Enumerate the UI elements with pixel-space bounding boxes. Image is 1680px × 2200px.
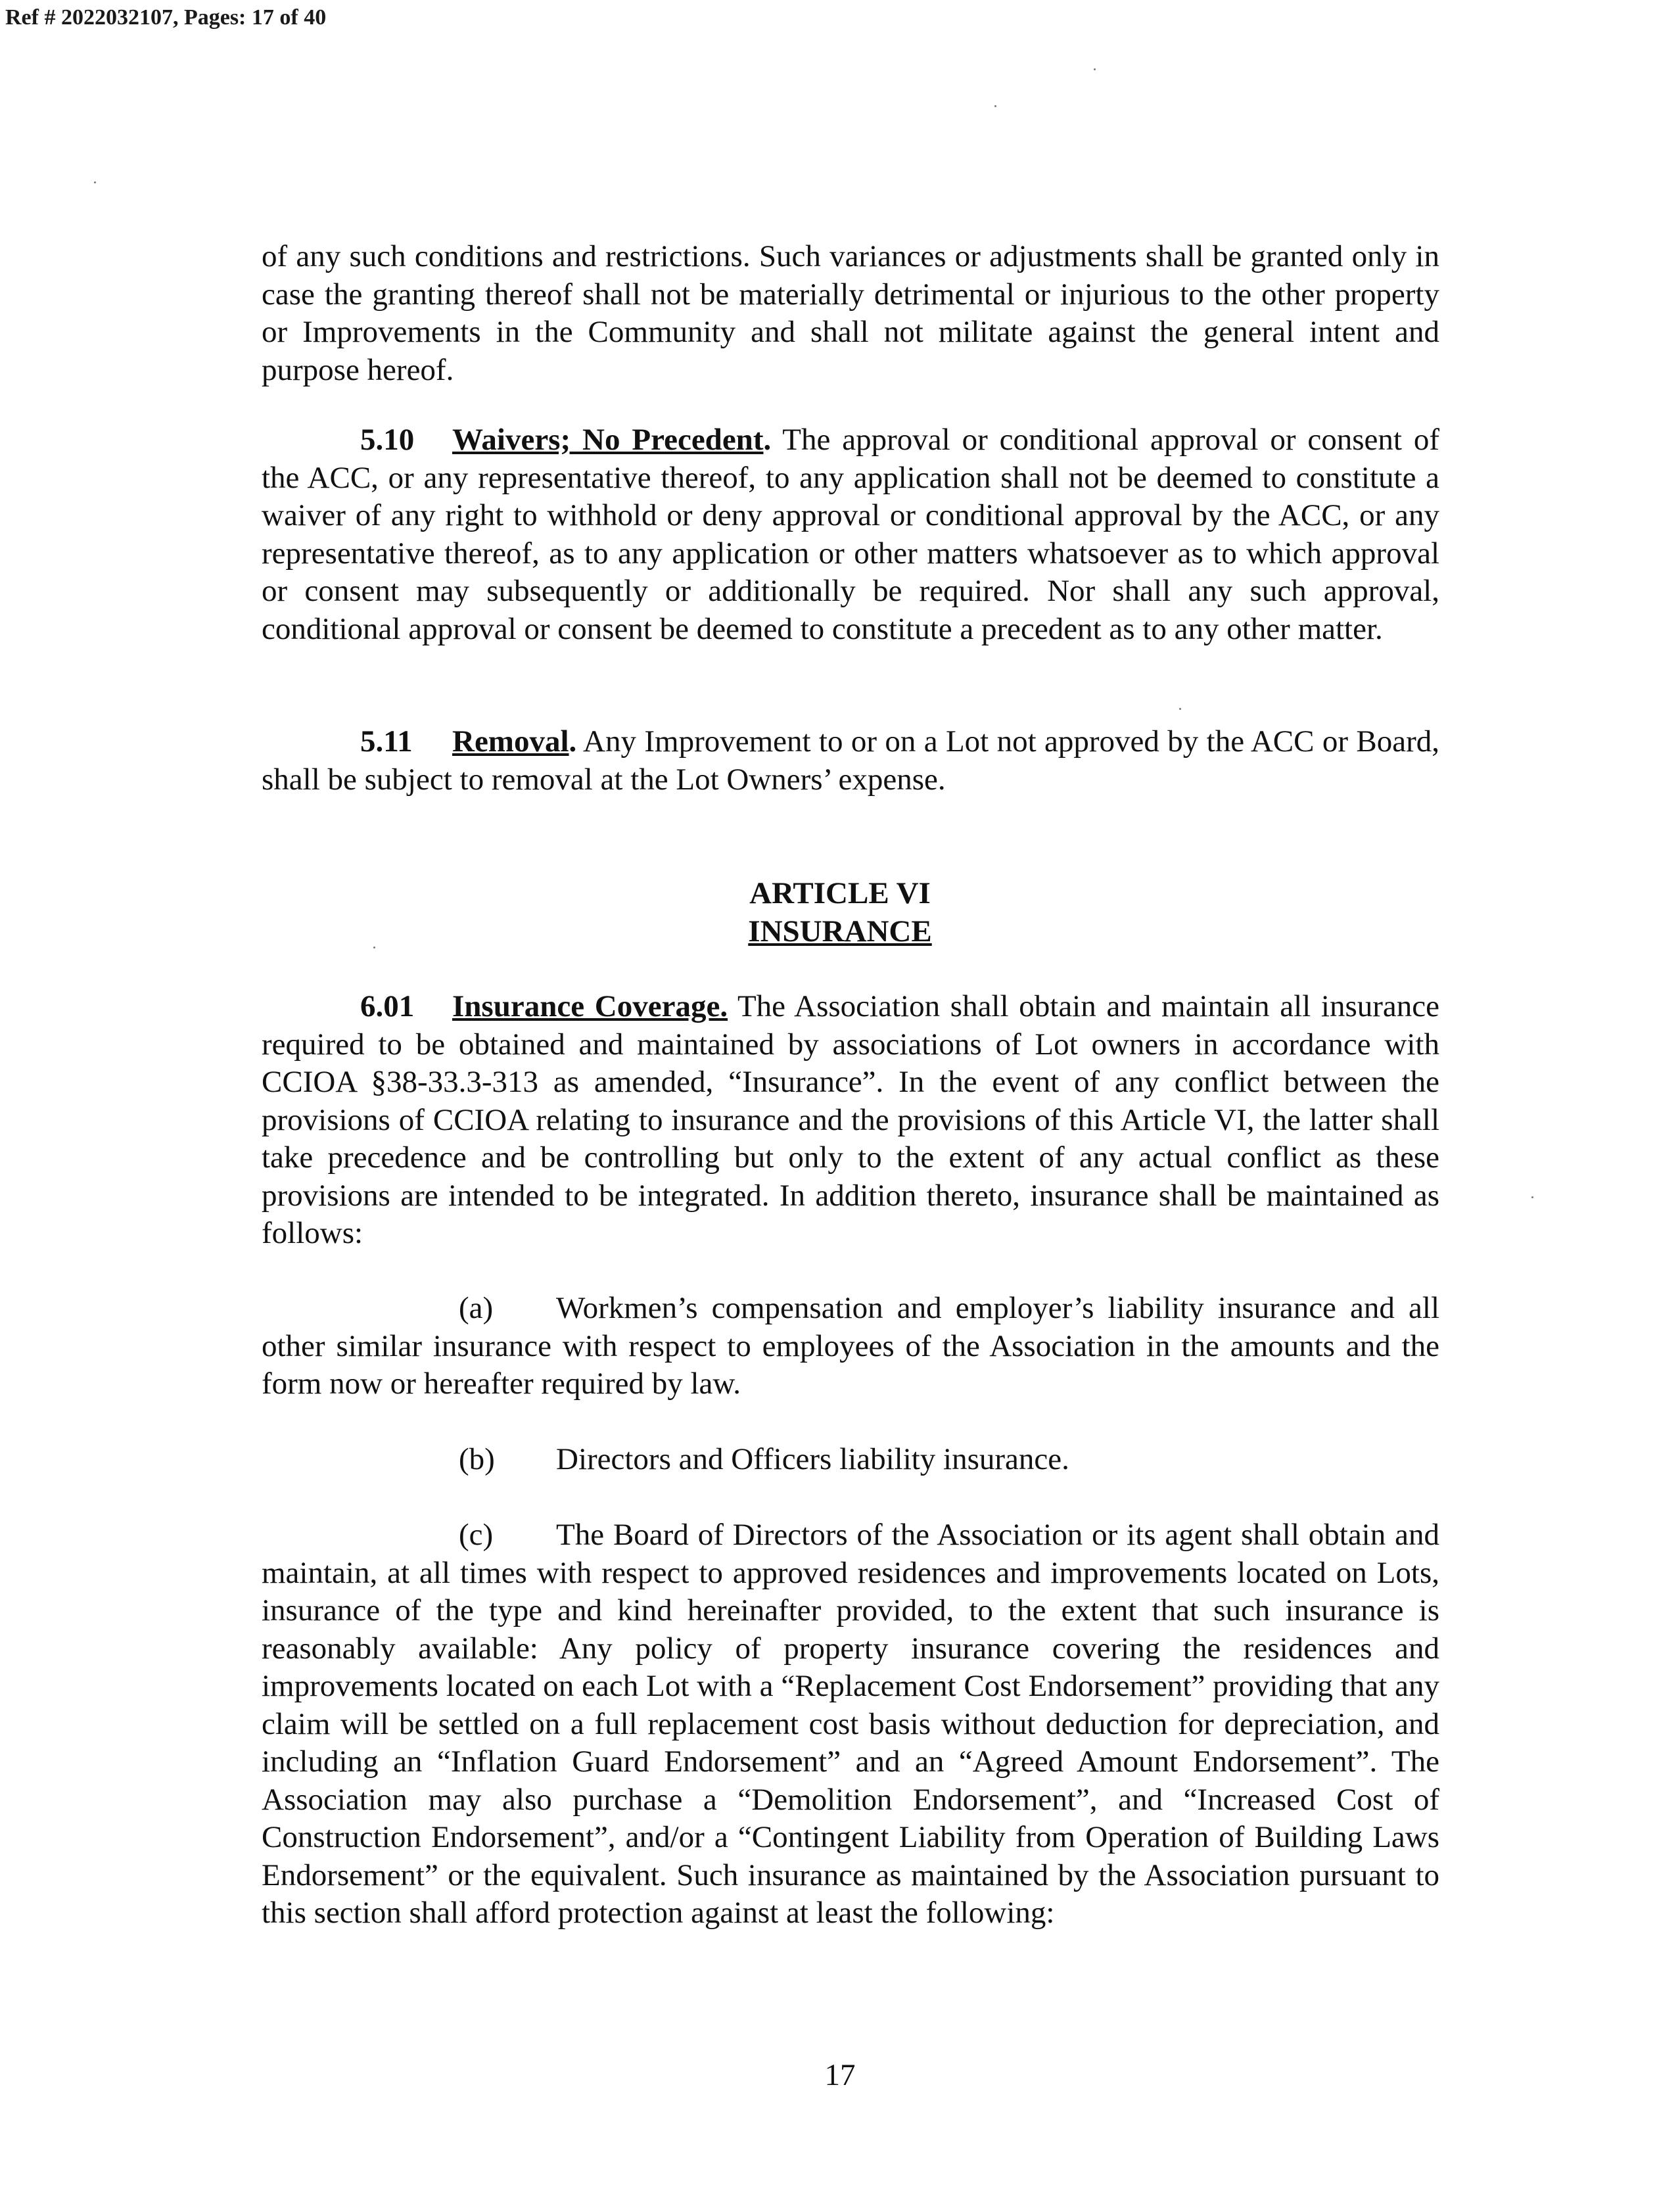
scan-speck — [994, 105, 996, 107]
section-6-01 — [262, 988, 1439, 1253]
article-title: INSURANCE — [748, 914, 932, 948]
scan-speck — [1179, 708, 1181, 710]
section-text: The approval or conditional approval or consent of the ACC, or any representative thereof, to any application shall not be deemed to constitute a waiver of any right to withhold or deny approval or conditional approval by the ACC, or any representative thereof, as to any application or other matters whatsoever as to which approval or consent may subsequently or additionally be required. Nor shall any such approval, conditional approval or consent be deemed to constitute a precedent as to any other matter. — [262, 423, 1439, 646]
subsection-label: (c) — [459, 1518, 494, 1552]
section-text: Any Improvement to or on a Lot not approved by the ACC or Board, shall be subject to removal at the Lot Owners’ expense. — [262, 724, 1439, 797]
article-number: ARTICLE VI — [749, 876, 931, 910]
section-5-11: 5.11 Removal. Any Improvement to or on a Lot not approved by the ACC or Board, shall be subject to removal at the Lot Owners’ expense. — [262, 724, 1439, 797]
scan-speck — [1531, 1196, 1533, 1198]
subsection-text: Directors and Officers liability insurance. — [556, 1442, 1069, 1476]
section-text: The Association shall obtain and maintain all insurance required to be obtained and maintained by associations of Lot owners in accordance with CCIOA §38-33.3-313 as amended, “Insurance”. In the event of any conflict between the provisions of CCIOA relating to insurance and the provisions of this Article VI, the latter shall take precedence and be controlling but only to the extent of any actual conflict as these provisions are intended to be integrated. In addition thereto, insurance shall be maintained as follows: — [262, 989, 1439, 1250]
subsection-c — [262, 1516, 1439, 1932]
section-title: Insurance Coverage. — [452, 989, 728, 1023]
section-title: Removal — [452, 724, 569, 759]
subsection-label: (b) — [459, 1442, 495, 1476]
continuation-text: of any such conditions and restrictions. Such variances or adjustments shall be granted only in case the granting thereof shall not be materially detrimental or injurious to the other property or Improvements in the Community and shall not militate against the general intent and purpose hereof. — [262, 239, 1439, 387]
section-title: Waivers; No Precedent — [452, 423, 764, 457]
section-number: 6.01 — [360, 989, 415, 1023]
section-5-10: 5.10 Waivers; No Precedent. The approval or conditional approval or consent of the ACC, or any representative thereof, to any application shall not be deemed to constitute a waiver of any right to withhold or deny approval or conditional approval by the ACC, or any representative thereof, as to any application or other matters whatsoever as to which approval or consent may subsequently or additionally be required. Nor shall any such approval, conditional approval or consent be deemed to constitute a precedent as to any other matter. — [262, 423, 1439, 646]
recording-reference: Ref # 2022032107, Pages: 17 of 40 — [5, 5, 327, 30]
paragraph-continuation — [262, 238, 1439, 389]
scan-speck — [373, 947, 375, 948]
subsection-b — [262, 1441, 1439, 1479]
section-number: 5.10 — [360, 423, 415, 457]
scan-speck — [94, 181, 96, 183]
subsection-text: Workmen’s compensation and employer’s liability insurance and all other similar insurance with respect to employees of the Association in the amounts and the form now or hereafter required by law. — [262, 1291, 1439, 1401]
subsection-a — [262, 1290, 1439, 1403]
page-number: 17 — [824, 2058, 856, 2092]
subsection-text: The Board of Directors of the Association or its agent shall obtain and maintain, at all times with respect to approved residences and improvements located on Lots, insurance of the type and kind hereinafter provided, to the extent that such insurance is reasonably available: Any policy of property insurance covering the residences and improvements located on each Lot with a “Replacement Cost Endorsement” providing that any claim will be settled on a full replacement cost basis without deduction for depreciation, and including an “Inflation Guard Endorsement” and an “Agreed Amount Endorsement”. The Association may also purchase a “Demolition Endorsement”, and “Increased Cost of Construction Endorsement”, and/or a “Contingent Liability from Operation of Building Laws Endorsement” or the equivalent. Such insurance as maintained by the Association pursuant to this section shall afford protection against at least the following: — [262, 1518, 1439, 1930]
section-number: 5.11 — [360, 724, 413, 759]
scan-speck — [1094, 68, 1096, 70]
subsection-label: (a) — [459, 1291, 494, 1325]
